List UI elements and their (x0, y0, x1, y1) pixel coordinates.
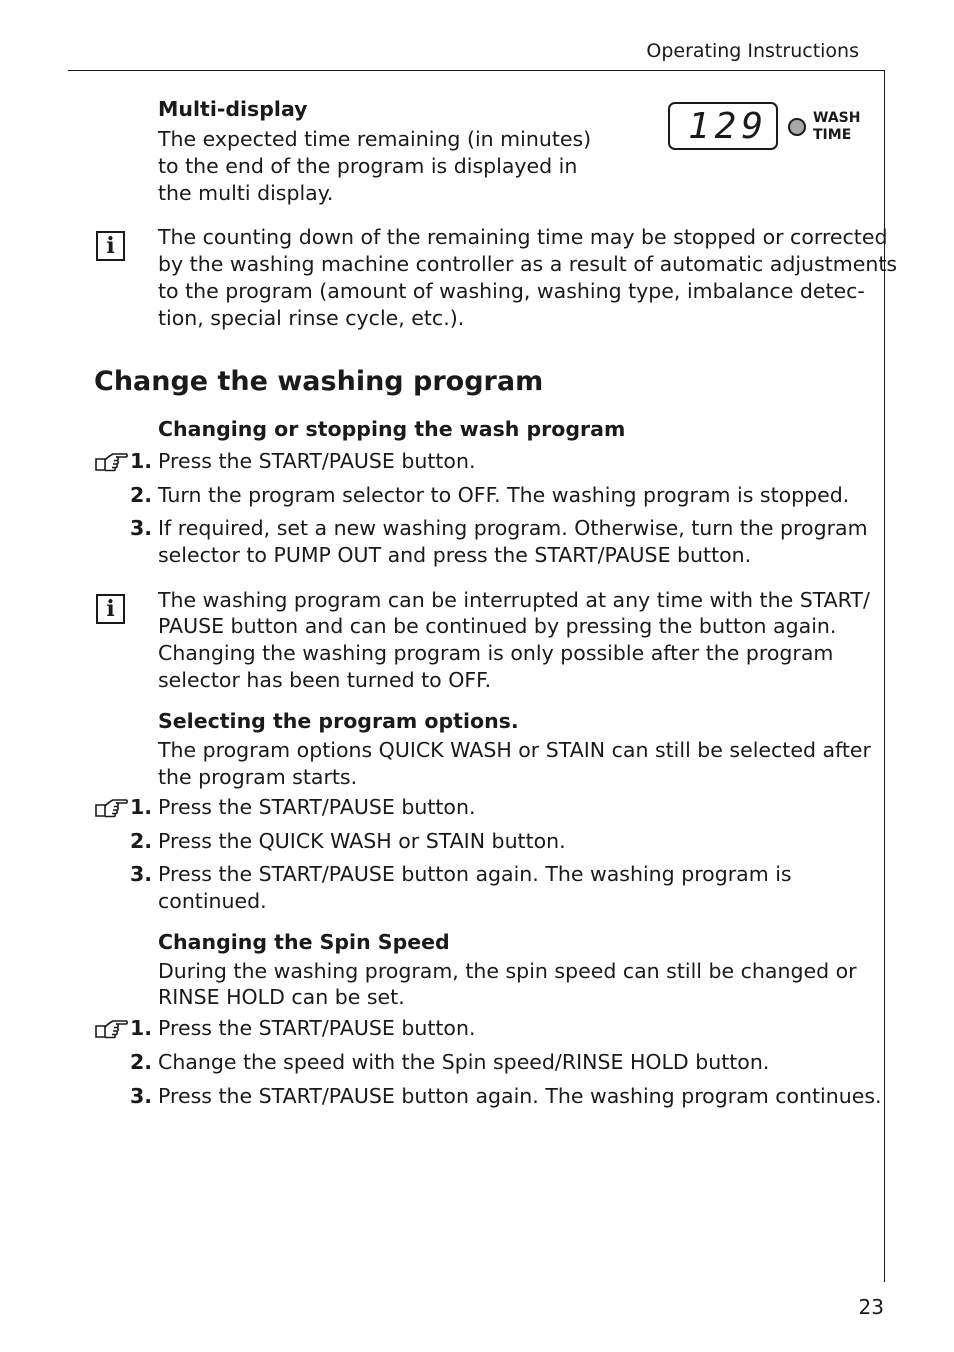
step-number: 1. (129, 449, 152, 473)
note1-line-1: The counting down of the remaining time may be stopped or corrected (158, 225, 888, 249)
step-number: 3. (129, 862, 152, 886)
changing-step-3-line-2: selector to PUMP OUT and press the START/PAUSE button. (158, 543, 752, 567)
multi-display-line-3: the multi display. (158, 181, 334, 205)
step-number: 2. (129, 829, 152, 853)
note1-line-3: to the program (amount of washing, washing type, imbalance detec- (158, 279, 865, 303)
pointing-hand-icon (95, 797, 129, 819)
changing-step-2: Turn the program selector to OFF. The washing program is stopped. (158, 483, 850, 507)
wash-time-led-icon (788, 118, 806, 136)
options-step-3-line-1: Press the START/PAUSE button again. The washing program is (158, 862, 792, 886)
step-number: 1. (129, 1016, 152, 1040)
running-header: Operating Instructions (646, 40, 859, 62)
changing-step-3-line-1: If required, set a new washing program. Otherwise, turn the program (158, 516, 868, 540)
spin-step-1: Press the START/PAUSE button. (158, 1016, 476, 1040)
options-heading: Selecting the program options. (158, 709, 519, 733)
multi-display-heading: Multi-display (158, 97, 308, 121)
pointing-hand-icon (95, 451, 129, 473)
step-number: 3. (129, 516, 152, 540)
options-intro-line-1: The program options QUICK WASH or STAIN can still be selected after (158, 738, 871, 762)
pointing-hand-icon (95, 1018, 129, 1040)
spin-step-3: Press the START/PAUSE button again. The washing program continues. (158, 1084, 882, 1108)
info-icon: i (96, 231, 125, 261)
note2-line-4: selector has been turned to OFF. (158, 668, 492, 692)
wash-time-label (813, 110, 860, 144)
info-icon: i (96, 594, 125, 624)
step-number: 2. (129, 483, 152, 507)
spin-intro-line-1: During the washing program, the spin speed can still be changed or (158, 959, 857, 983)
options-step-2: Press the QUICK WASH or STAIN button. (158, 829, 566, 853)
spin-intro-line-2: RINSE HOLD can be set. (158, 985, 405, 1009)
options-step-3-line-2: continued. (158, 889, 267, 913)
multi-display-illustration (668, 102, 778, 150)
spin-step-2: Change the speed with the Spin speed/RINSE HOLD button. (158, 1050, 770, 1074)
multi-display-line-2: to the end of the program is displayed in (158, 154, 578, 178)
display-digits: 129 (688, 106, 769, 147)
changing-step-1: Press the START/PAUSE button. (158, 449, 476, 473)
header-rule (68, 70, 885, 71)
spin-heading: Changing the Spin Speed (158, 930, 450, 954)
time-label: TIME (813, 127, 852, 143)
note1-line-4: tion, special rinse cycle, etc.). (158, 306, 465, 330)
options-step-1: Press the START/PAUSE button. (158, 795, 476, 819)
step-number: 1. (129, 795, 152, 819)
page-number: 23 (858, 1295, 884, 1319)
section-title: Change the washing program (94, 366, 544, 397)
step-number: 3. (129, 1084, 152, 1108)
options-intro-line-2: the program starts. (158, 765, 358, 789)
note1-line-2: by the washing machine controller as a result of automatic adjustments (158, 252, 898, 276)
step-number: 2. (129, 1050, 152, 1074)
changing-heading: Changing or stopping the wash program (158, 417, 626, 441)
wash-label: WASH (813, 110, 861, 126)
note2-line-2: PAUSE button and can be continued by pressing the button again. (158, 614, 837, 638)
note2-line-1: The washing program can be interrupted at any time with the START/ (158, 588, 870, 612)
note2-line-3: Changing the washing program is only possible after the program (158, 641, 834, 665)
multi-display-line-1: The expected time remaining (in minutes) (158, 127, 592, 151)
